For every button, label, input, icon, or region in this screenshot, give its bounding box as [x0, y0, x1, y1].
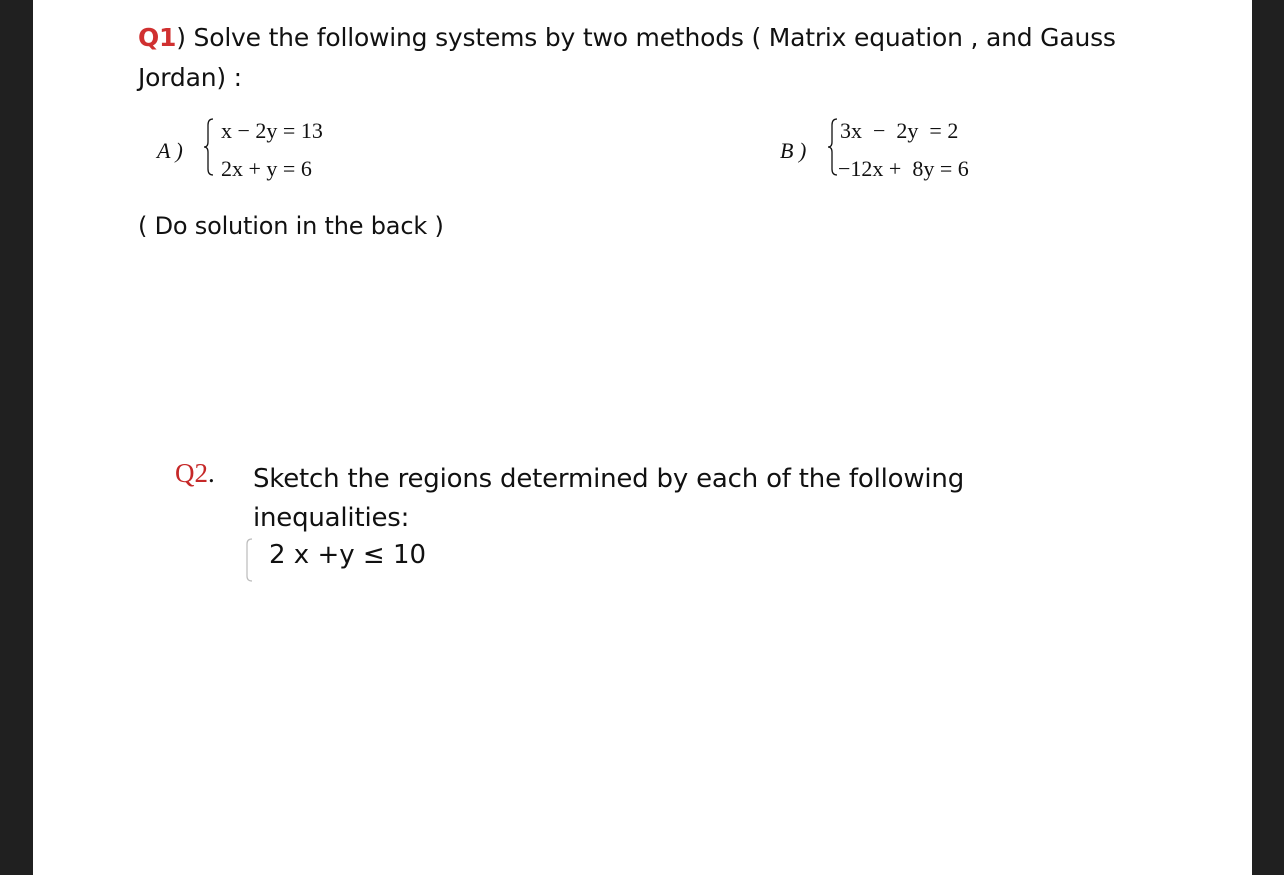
q2-number-text: Q2 — [175, 458, 208, 488]
system-a-eq2 — [221, 156, 312, 182]
solution-note: ( Do solution in the back ) — [138, 212, 444, 240]
system-b-label: B ) — [780, 138, 807, 163]
system-b-eq2-rhs: = 6 — [939, 156, 969, 181]
system-a-eq1-rhs: = 13 — [282, 118, 323, 143]
q2-instruction: Sketch the regions determined by each of the following inequalities: — [253, 464, 965, 533]
q1-instruction: ) Solve the following systems by two methods ( Matrix equation , and Gauss Jordan) : — [138, 23, 1116, 92]
system-b-eq2 — [838, 156, 969, 182]
system-b-brace — [828, 118, 838, 176]
system-a-eq2-lhs: 2x + y — [221, 156, 278, 181]
system-b-eq2-lhs: −12x + 8y — [838, 156, 935, 181]
q2-number-dot: . — [208, 458, 215, 488]
system-a-eq2-rhs: = 6 — [282, 156, 312, 181]
system-a-eq1 — [221, 118, 323, 144]
q1-number: Q1 — [138, 23, 177, 52]
system-a-eq1-lhs: x − 2y — [221, 118, 278, 143]
system-b-eq1-lhs: 3x − 2y — [840, 118, 919, 143]
system-b-eq1-rhs: = 2 — [929, 118, 959, 143]
inequality: 2 x +y ≤ 10 — [269, 540, 427, 570]
inequality-bracket — [245, 538, 253, 582]
document-page — [33, 0, 1252, 875]
system-a-brace — [204, 118, 214, 176]
q1-heading — [138, 18, 1138, 98]
system-a-label: A ) — [157, 138, 183, 163]
q2-number — [175, 458, 215, 489]
system-b-eq1 — [840, 118, 958, 144]
